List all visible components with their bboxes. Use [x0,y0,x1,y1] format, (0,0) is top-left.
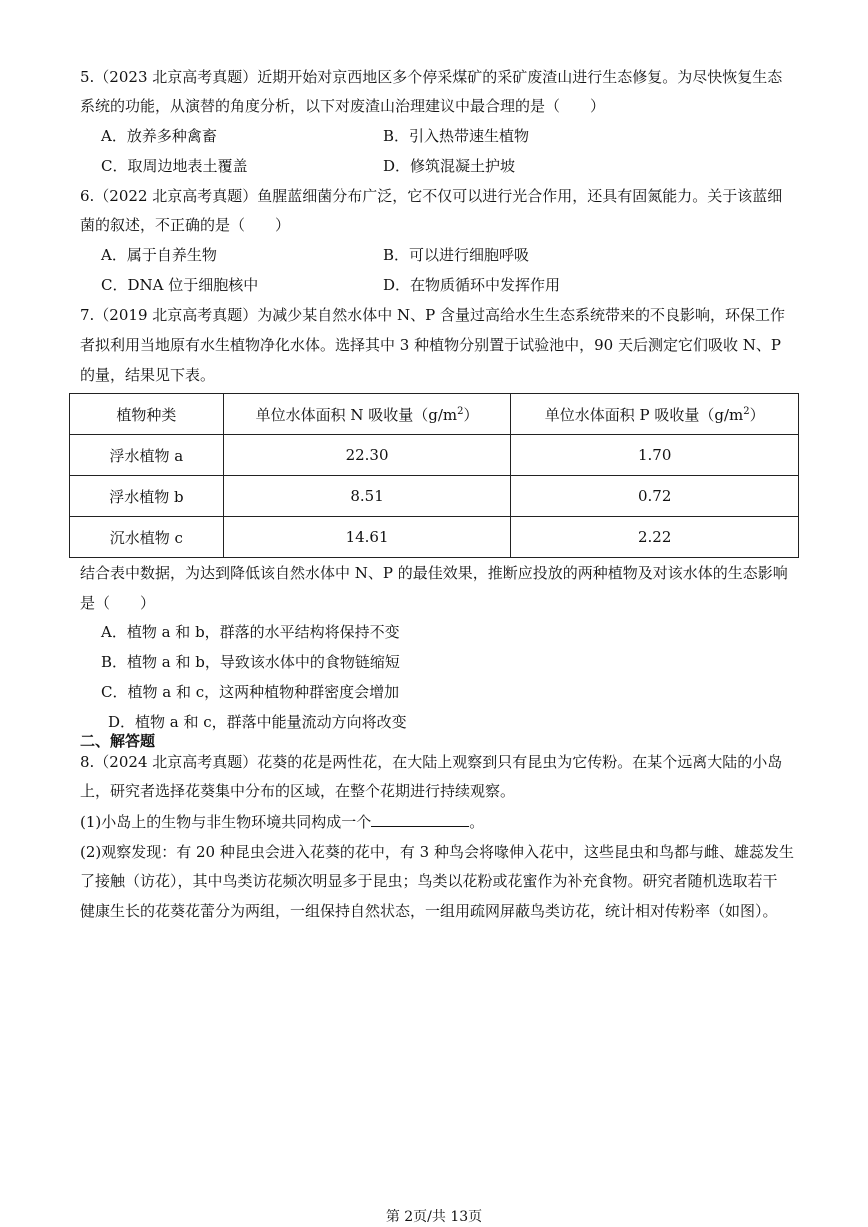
page-number: 第 2页/共 13页 [385,1209,483,1225]
q7-option-d: D．植物 a 和 c，群落中能量流动方向将改变 [108,713,407,731]
q8-stem-line2: 上，研究者选择花葵集中分布的区域，在整个花期进行持续观察。 [80,782,516,800]
table-row [70,517,799,558]
table-header-row [70,394,799,435]
q7-option-c: C．植物 a 和 c，这两种植物种群密度会增加 [101,683,400,701]
table-cell: 0.72 [511,476,799,517]
table-row [70,435,799,476]
q7-stem-line1: 7.（2019 北京高考真题）为减少某自然水体中 N、P 含量过高给水生生态系统带来的不良影响，环保工作 [80,306,786,324]
q6-stem-line1: 6.（2022 北京高考真题）鱼腥蓝细菌分布广泛，它不仅可以进行光合作用，还具有固氮能力。关于该蓝细 [80,187,783,205]
q7-option-a: A．植物 a 和 b，群落的水平结构将保持不变 [101,623,400,641]
q5-option-b: B．引入热带速生植物 [383,127,530,145]
table-header-species: 植物种类 [70,394,224,435]
q8-sub1 [80,811,484,832]
table-header-n: 单位水体面积 N 吸收量$(g/m^2)$ [223,394,511,435]
q7-after-line2: 是（ ） [80,594,156,612]
q6-option-c: C．DNA 位于细胞核中 [101,276,259,294]
table-cell: 浮水植物 b [70,476,224,517]
table-cell: 1.70 [511,435,799,476]
table-row [70,476,799,517]
q8-stem-line1: 8.（2024 北京高考真题）花葵的花是两性花，在大陆上观察到只有昆虫为它传粉。在某个远离大陆的小岛 [80,753,783,771]
table-cell: 沉水植物 c [70,517,224,558]
q5-option-c: C．取周边地表土覆盖 [101,157,248,175]
q6-stem-line2: 菌的叙述，不正确的是（ ） [80,216,291,234]
q8-sub1-suffix: 。 [469,813,485,831]
q5-stem-line2: 系统的功能，从演替的角度分析，以下对废渣山治理建议中最合理的是（ ） [80,97,606,115]
q7-stem-line3: 的量，结果见下表。 [80,366,216,384]
q7-option-b: B．植物 a 和 b，导致该水体中的食物链缩短 [101,653,400,671]
q7-stem-line2: 者拟利用当地原有水生植物净化水体。选择其中 3 种植物分别置于试验池中，90 天后测定它们吸收 N、P [80,336,781,354]
table-cell: 8.51 [223,476,511,517]
q5-stem-line1: 5.（2023 北京高考真题）近期开始对京西地区多个停采煤矿的采矿废渣山进行生态修复。为尽快恢复生态 [80,68,783,86]
q6-option-b: B．可以进行细胞呼吸 [383,246,530,264]
table-header-p: 单位水体面积 P 吸收量$(g/m^2)$ [511,394,799,435]
q8-sub2-line2: 了接触（访花），其中鸟类访花频次明显多于昆虫；鸟类以花粉或花蜜作为补充食物。研究者随机选取若干 [80,872,778,890]
q8-sub2-line1: (2)观察发现：有 20 种昆虫会进入花葵的花中，有 3 种鸟会将喙伸入花中，这些昆虫和鸟都与雌、雄蕊发生 [80,843,794,861]
table-cell: 22.30 [223,435,511,476]
table-cell: 2.22 [511,517,799,558]
table-cell: 14.61 [223,517,511,558]
q8-sub1-prefix: (1)小岛上的生物与非生物环境共同构成一个 [80,813,372,831]
answer-blank[interactable] [371,811,469,827]
table-cell: 浮水植物 a [70,435,224,476]
q6-option-a: A．属于自养生物 [101,246,217,264]
absorption-table [69,393,799,558]
q5-option-a: A．放养多种禽畜 [101,127,217,145]
q8-sub2-line3: 健康生长的花葵花蕾分为两组，一组保持自然状态，一组用疏网屏蔽鸟类访花，统计相对传粉率（如图）。 [80,902,778,920]
q7-after-line1: 结合表中数据，为达到降低该自然水体中 N、P 的最佳效果，推断应投放的两种植物及对该水体的生态影响 [80,564,788,582]
q6-option-d: D．在物质循环中发挥作用 [383,276,561,294]
q5-option-d: D．修筑混凝土护坡 [383,157,516,175]
section-heading: 二、解答题 [80,732,156,750]
